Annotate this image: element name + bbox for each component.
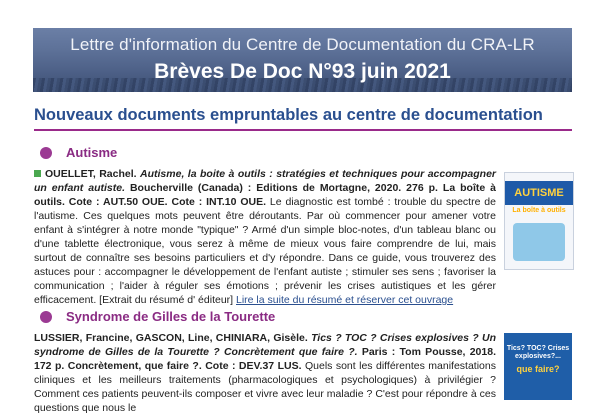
book-title: Autisme, la boite à outils : stratégies et techniques pour accompagner un enfant autiste. [34,168,496,194]
book-summary: Quels sont les différentes manifestations cliniques et les meilleurs traitements (pharmacologiques et psychologiques) à privilégier ? Comment ces patients peuvent-ils composer et vivre avec leur maladie ? C'est pour répondre à ces questions que nous le [34,360,496,414]
header-banner [33,28,572,92]
cover-subtitle: que faire? [516,364,560,374]
book-publication: Paris : Tom Pousse, 2018. 172 p. Concrètement, que faire ?. Cote : DEV.37 LUS. [34,346,496,372]
cover-title: AUTISME [505,181,573,205]
book-publication: Boucherville (Canada) : Editions de Mortagne, 2020. 276 p. La boîte à outils. Cote : AUT.50 OUE. Cote : INT.10 OUE. [34,182,496,208]
book-summary: Le diagnostic est tombé : trouble du spectre de l'autisme. Ces quelques mots peuvent être déroutants. Par où commencer pour amener votre enfant à s'intégrer à notre monde "typique" ? Armé d'un simple bloc-notes, d'un tableau blanc ou d'une tablette électronique, vous serez à même de mieux vous faire comprendre de lui, mais surtout de connaître ses besoins particuliers et d'y répondre. Dans ce guide, vous trouverez des astuces pour : accompagner le développement de l'enfant autiste ; stimuler ses sens ; favoriser la communication ; l'aider à réguler ses émotions ; prévenir les crises autistiques et les gérer efficacement. [Extrait du résumé d' éditeur] [34,196,496,306]
book-cover-tourette[interactable] [504,333,572,400]
cover-illustration [513,223,565,261]
page-title: Nouveaux documents empruntables au centre de documentation [34,106,543,124]
book-entry-tourette [34,331,496,415]
section-heading-autisme [40,145,117,160]
cover-title: Tics? TOC? Crises explosives?... [506,345,570,360]
cover-subtitle: La boîte à outils [512,207,566,214]
section-label: Autisme [66,145,118,160]
read-more-link[interactable]: Lire la suite du résumé et réserver cet ouvrage [236,294,454,306]
section-label: Syndrome de Gilles de la Tourette [66,309,276,324]
section-bullet-icon [40,147,52,159]
green-square-icon [34,170,41,177]
section-heading-tourette [40,309,275,324]
section-bullet-icon [40,311,52,323]
title-divider [34,129,572,131]
book-entry-autisme [34,167,496,307]
book-authors: OUELLET, Rachel. [45,168,137,180]
book-authors: LUSSIER, Francine, GASCON, Line, CHINIARA, Gisèle. [34,332,308,344]
book-title: Tics ? TOC ? Crises explosives ? Un syndrome de Gilles de la Tourette ? Concrètement que faire ?. [34,332,496,358]
book-cover-autisme[interactable] [504,172,574,270]
banner-title: Brèves De Doc N°93 juin 2021 [154,60,451,83]
banner-subtitle: Lettre d'information du Centre de Documentation du CRA-LR [70,35,535,54]
